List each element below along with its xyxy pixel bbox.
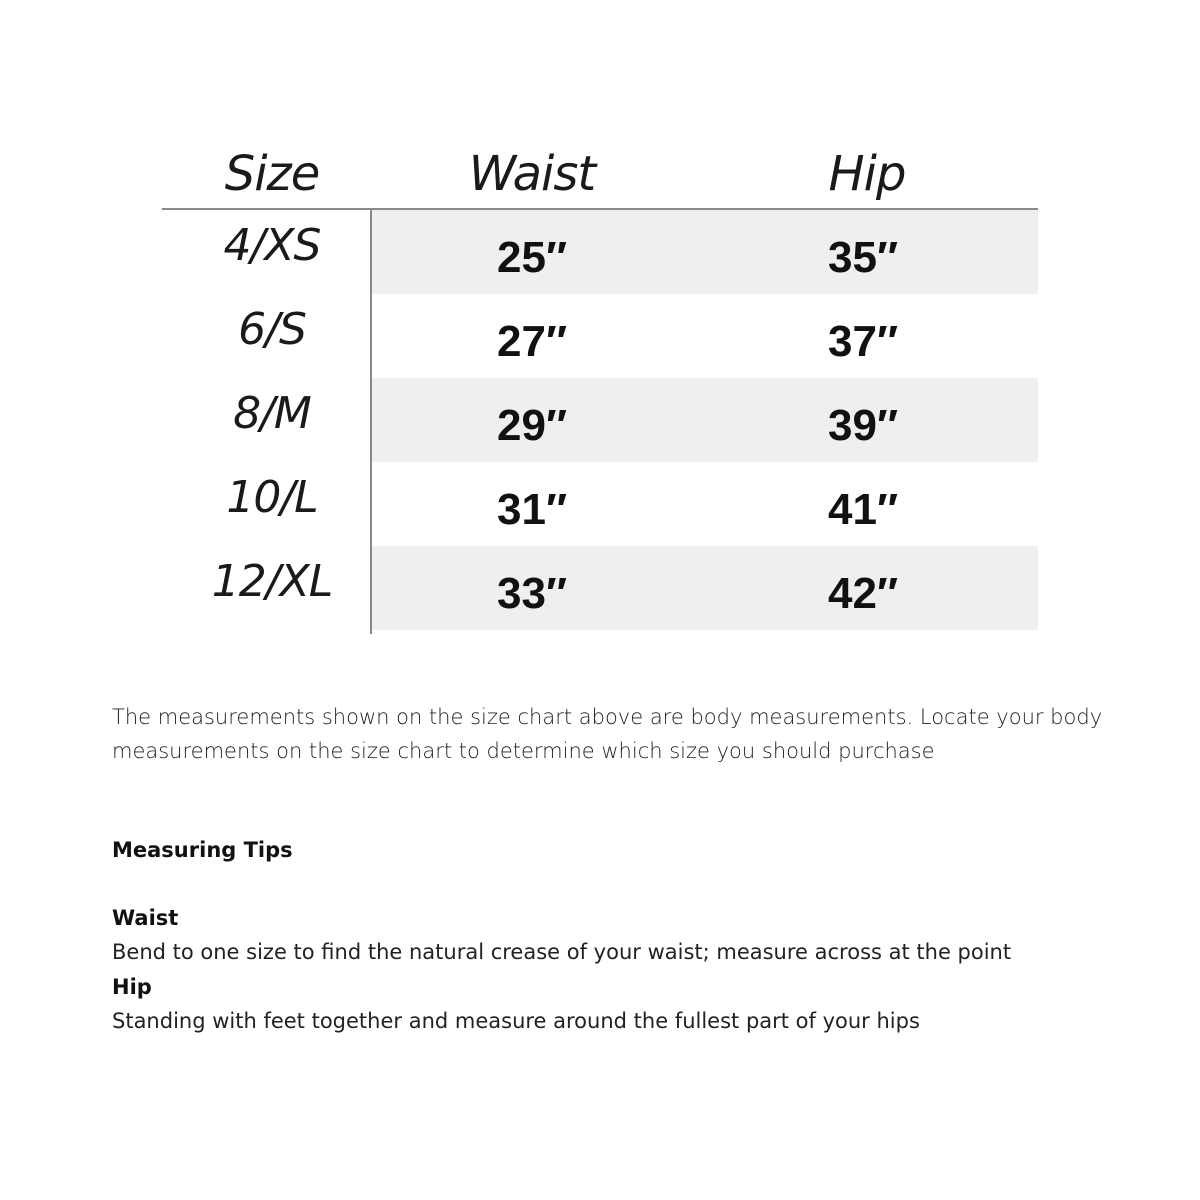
waist-cell: 25″ [497,233,568,282]
row-shade [372,462,1038,546]
hip-tip-text: Standing with feet together and measure around the fullest part of your hips [112,1009,920,1033]
waist-cell: 31″ [497,485,568,534]
row-shade [372,294,1038,378]
waist-cell: 29″ [497,401,568,450]
waist-cell: 27″ [497,317,568,366]
table-row [162,546,1038,630]
waist-cell: 33″ [497,569,568,618]
size-column-divider [370,210,372,634]
size-chart-note: The measurements shown on the size chart above are body measurements. Locate your body measurements on the size chart to determine which size you should purchase [112,705,1103,763]
table-row [162,462,1038,546]
waist-tip-text: Bend to one size to find the natural crease of your waist; measure across at the point [112,940,1012,964]
header-size: Size [224,146,320,202]
table-row [162,378,1038,462]
hip-tip-heading: Hip [112,975,152,999]
measuring-tips-title: Measuring Tips [112,838,293,862]
hip-cell: 35″ [828,233,899,282]
header-hip: Hip [828,146,906,202]
size-cell: 4/XS [223,220,321,271]
size-chart-table [162,140,1038,634]
table-row [162,210,1038,294]
header-waist: Waist [468,146,596,202]
hip-cell: 41″ [828,485,899,534]
size-cell: 12/XL [211,556,333,607]
hip-cell: 37″ [828,317,899,366]
size-cell: 6/S [238,304,306,355]
hip-cell: 39″ [828,401,899,450]
waist-tip-heading: Waist [112,906,179,930]
size-cell: 8/M [233,388,311,439]
row-shade [372,546,1038,630]
table-row [162,294,1038,378]
size-cell: 10/L [226,472,318,523]
hip-cell: 42″ [828,569,899,618]
row-shade [372,210,1038,294]
row-shade [372,378,1038,462]
